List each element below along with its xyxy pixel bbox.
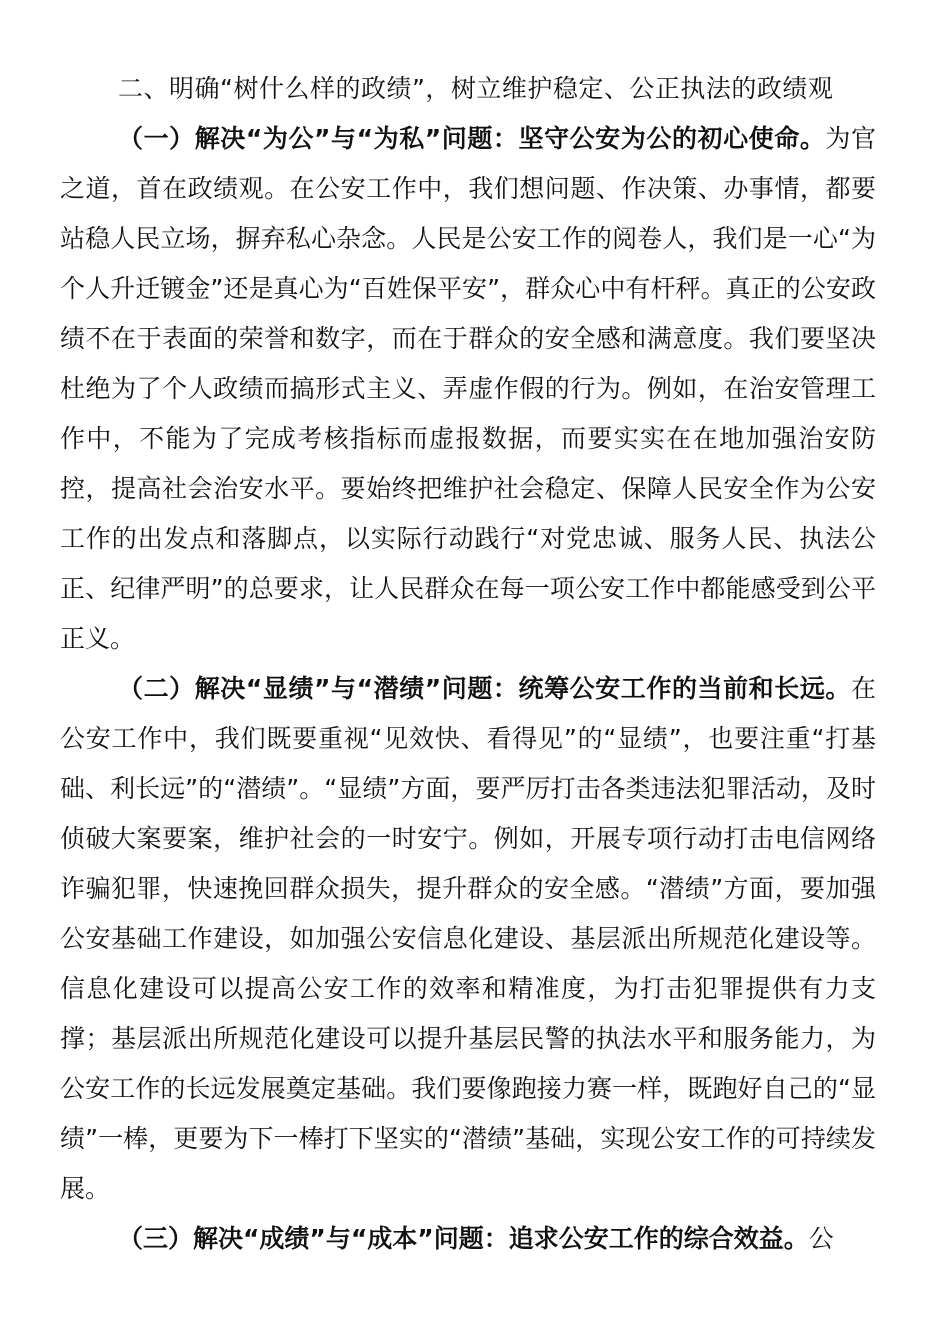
paragraph-2-title: （二）解决“显绩”与“潜绩”问题：统筹公安工作的当前和长远。 (118, 674, 851, 703)
paragraph-1-body: 为官之道，首在政绩观。在公安工作中，我们想问题、作决策、办事情，都要站稳人民立场，摒弃私心杂念。人民是公安工作的阅卷人，我们是一心“为个人升迁镀金”还是真心为“百姓保平安”，群众心中有杆秤。真正的公安政绩不在于表面的荣誉和数字，而在于群众的安全感和满意度。我们要坚决杜绝为了个人政绩而搞形式主义、弄虚作假的行为。例如，在治安管理工作中，不能为了完成考核指标而虚报数据，而要实实在在地加强治安防控，提高社会治安水平。要始终把维护社会稳定、保障人民安全作为公安工作的出发点和落脚点，以实际行动践行“对党忠诚、服务人民、执法公正、纪律严明”的总要求，让人民群众在每一项公安工作中都能感受到公平正义。 (60, 124, 876, 653)
paragraph-2 (60, 664, 876, 1214)
paragraph-2-body: 在公安工作中，我们既要重视“见效快、看得见”的“显绩”，也要注重“打基础、利长远”的“潜绩”。“显绩”方面，要严厉打击各类违法犯罪活动，及时侦破大案要案，维护社会的一时安宁。例如，开展专项行动打击电信网络诈骗犯罪，快速挽回群众损失，提升群众的安全感。“潜绩”方面，要加强公安基础工作建设，如加强公安信息化建设、基层派出所规范化建设等。信息化建设可以提高公安工作的效率和精准度，为打击犯罪提供有力支撑；基层派出所规范化建设可以提升基层民警的执法水平和服务能力，为公安工作的长远发展奠定基础。我们要像跑接力赛一样，既跑好自己的“显绩”一棒，更要为下一棒打下坚实的“潜绩”基础，实现公安工作的可持续发展。 (60, 674, 876, 1203)
paragraph-3 (60, 1214, 876, 1264)
paragraph-1 (60, 114, 876, 664)
paragraph-3-title: （三）解决“成绩”与“成本”问题：追求公安工作的综合效益。 (118, 1224, 809, 1253)
section-heading: 二、明确“树什么样的政绩”，树立维护稳定、公正执法的政绩观 (118, 74, 834, 103)
paragraph-1-title: （一）解决“为公”与“为私”问题：坚守公安为公的初心使命。 (118, 124, 826, 153)
paragraph-3-body: 公 (808, 1224, 834, 1253)
